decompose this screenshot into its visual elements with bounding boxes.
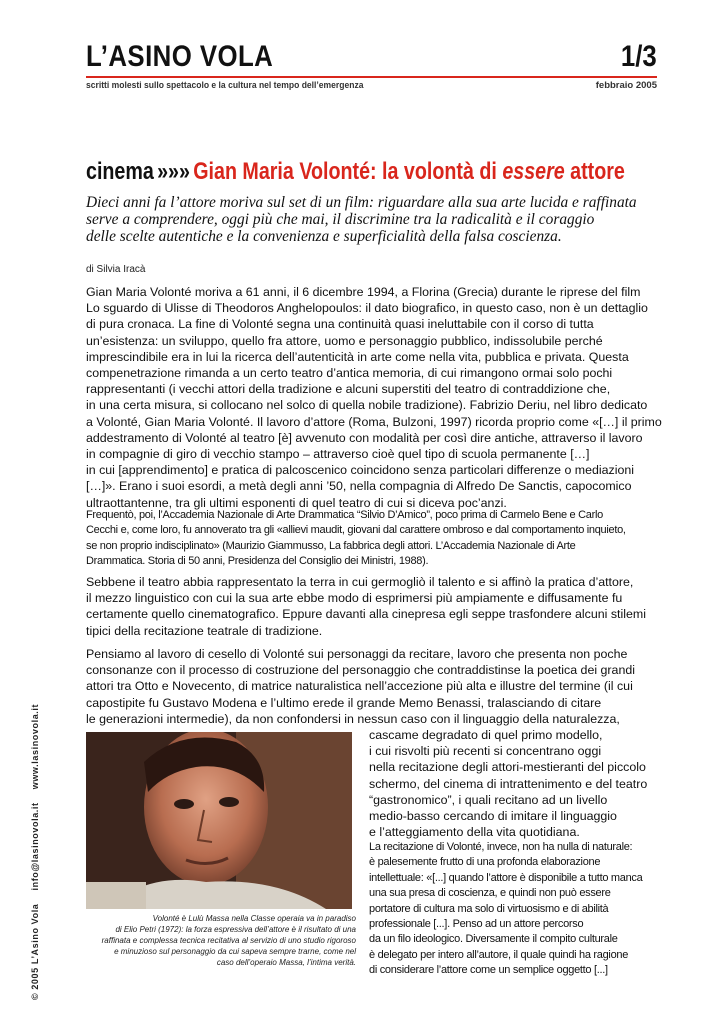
text-line: a Volonté, Gian Maria Volonté. Il lavoro d’attore (Roma, Bulzoni, 1997) ricorda proprio come «[…] il primo (86, 414, 662, 429)
text-line: Lo sguardo di Ulisse di Theodoros Anghelopoulos: il dato biografico, in questo caso, non è un dettaglio (86, 301, 648, 316)
text-line: tipici della recitazione teatrale di tradizione. (86, 623, 323, 638)
section-arrows: »»» (157, 158, 190, 185)
paragraph-3 (86, 574, 676, 639)
text-line: una sua presa di coscienza, e quindi non può essere (369, 887, 611, 900)
text-line: Sebbene il teatro abbia rappresentato la terra in cui germogliò il talento e si affinò la pratica d’attore, (86, 575, 634, 589)
paragraph-5 (369, 840, 669, 979)
text-line: addestramento di Volonté al teatro [è] avvenuto con modalità per così dire antiche, attraverso il lavoro (86, 430, 643, 445)
text-line: di considerare l’attore come un semplice oggetto [...] (369, 964, 608, 977)
title-part-a: Gian Maria Volonté: la volontà di (193, 158, 503, 185)
website-link[interactable]: www.lasinovola.it (30, 703, 40, 790)
text-line: medio-basso cercando di imitare il linguaggio (369, 809, 617, 824)
text-line: un’esistenza: un sviluppo, quello fra attore, uomo e personaggio pubblico, indissolubile perché (86, 333, 603, 348)
masthead-title: L’ASINO VOLA (86, 40, 274, 73)
text-line: certamente quello cinematografico. Eppure davanti alla cinepresa egli seppe trasfondere alcuni stilemi (86, 607, 646, 622)
text-line: in cui [apprendimento] e pratica di palcoscenico coincidono senza particolari differenze o mediazioni (86, 463, 635, 478)
photo-caption (86, 913, 356, 968)
text-line: consonanze con il processo di costruzione del personaggio che contraddistinse la poetica dei grandi (86, 663, 635, 678)
deck-line: delle scelte autentiche e la convenienza e superficialità della falsa coscienza. (86, 228, 562, 245)
deck-line: serve a comprendere, oggi più che mai, il discrimine tra la radicalità e il coraggio (86, 211, 595, 228)
caption-line: caso dell’operaio Massa, l’intima verità. (216, 958, 356, 967)
caption-line: e minuzioso sul personaggio da cui sapeva sempre trarne, come nel (114, 947, 356, 956)
text-line: il mezzo linguistico con cui la sua arte ebbe modo di esprimersi più ampiamente e diffusamente fu (86, 591, 623, 606)
paragraph-4-continued (369, 727, 669, 840)
caption-line: Volonté è Lulù Massa nella Classe operaia va in paradiso (152, 914, 356, 923)
text-line: è delegato per intero all’autore, il quale quindi ha ragione (369, 948, 629, 961)
text-line: attori tra Otto e Novecento, di matrice naturalistica nell’accezione più alta e illustre del termine (il cui (86, 679, 633, 694)
volonte-photo (86, 732, 352, 909)
text-line: è palesemente frutto di una profonda elaborazione (369, 856, 601, 869)
text-line: da un filo ideologico. Diversamente il compito culturale (369, 933, 618, 946)
paragraph-1 (86, 284, 676, 511)
text-line: imprescindibile era in lui la ricerca dell’autenticità in arte come nella vita, pubblica e privata. Questa (86, 349, 629, 364)
article-deck (86, 194, 676, 245)
caption-line: raffinata e complessa tecnica recitativa al servizio di uno studio rigoroso (101, 936, 356, 945)
text-line: le generazioni intermedie), da non confondersi in nessun caso con il linguaggio della naturalezza, (86, 711, 620, 726)
paragraph-2 (86, 508, 676, 570)
masthead-rule (86, 76, 657, 78)
text-line: intellettuale: «[...] quando l’attore è disponibile a tutto manca (369, 871, 643, 884)
text-line: compenetrazione rimanda a un certo teatro d’antica memoria, di cui rimangono ormai solo pochi (86, 366, 613, 381)
article-title (193, 158, 625, 185)
text-line: i cui risvolti più recenti si concentrano oggi (369, 744, 602, 759)
text-line: schermo, del cinema di intrattenimento e del teatro (369, 776, 648, 791)
side-credit (30, 694, 40, 1000)
text-line: […]». Erano i suoi esordi, a metà degli anni ’50, nella compagnia di Alfredo De Sanctis, capocomico (86, 479, 632, 494)
issue-date: febbraio 2005 (595, 80, 657, 91)
portrait-illustration (86, 732, 352, 909)
caption-line: di Elio Petri (1972): la forza espressiva dell’attore è il risultato di una (115, 925, 356, 934)
page-number: 1/3 (621, 40, 657, 73)
title-part-b: attore (564, 158, 625, 185)
paragraph-4 (86, 646, 676, 727)
text-line: di pura cronaca. La fine di Volonté segna una continuità quasi ineluttabile con il corso di tutta (86, 317, 594, 332)
text-line: portatore di cultura ma solo di virtuosismo e di abilità (369, 902, 609, 915)
section-label: cinema (86, 158, 154, 185)
text-line: Gian Maria Volonté moriva a 61 anni, il 6 dicembre 1994, a Florina (Grecia) durante le riprese del film (86, 285, 641, 299)
text-line: Pensiamo al lavoro di cesello di Volonté sui personaggi da recitare, lavoro che presenta non poche (86, 647, 628, 661)
copyright-text: © 2005 L’Asino Vola (30, 903, 40, 1000)
text-line: e l’atteggiamento della vita quotidiana. (369, 825, 580, 840)
text-line: La recitazione di Volonté, invece, non ha nulla di naturale: (369, 841, 633, 853)
text-line: capostipite fu Gustavo Modena e l’ultimo erede il grande Memo Benassi, tralasciando di citare (86, 695, 602, 710)
text-line: rappresentanti (i vecchi attori della tradizione e alcuni superstiti del teatro di contraddizione che, (86, 382, 611, 397)
text-line: in una certa misura, si collocano nel solco di quella nobile tradizione). Fabrizio Deriu, nel libro dedicato (86, 398, 648, 413)
text-line: in compagnie di giro di vecchio stampo – attraverso cioè quel tipo di scuola permanente […] (86, 447, 590, 462)
byline: di Silvia Iracà (86, 264, 146, 275)
text-line: professionale [...]. Penso ad un attore percorso (369, 918, 584, 931)
text-line: Cecchi e, come loro, fu annoverato tra gli «allievi maudit, giovani dal carattere ombroso e dal comportamento inquieto, (86, 524, 626, 537)
text-line: nella recitazione degli attori-mestieranti del piccolo (369, 760, 646, 775)
title-emphasis: essere (502, 158, 565, 185)
text-line: Drammatica. Storia di 50 anni, Presidenza del Consiglio dei Ministri, 1988). (86, 555, 429, 568)
article-headline (86, 158, 625, 186)
text-line: se non proprio indisciplinato» (Maurizio Giammusso, La fabbrica degli attori. L’Accademia Nazionale di Arte (86, 539, 576, 552)
text-line: Frequentò, poi, l’Accademia Nazionale di Arte Drammatica “Silvio D’Amico”, poco prima di Carmelo Bene e Carlo (86, 509, 603, 521)
deck-line: Dieci anni fa l’attore moriva sul set di un film: riguardare alla sua arte lucida e raffinata (86, 194, 637, 211)
text-line: ultraottantenne, tra gli ultimi esponenti di quel teatro di cui si diceva poc’anzi. (86, 495, 507, 510)
masthead-subtitle: scritti molesti sullo spettacolo e la cultura nel tempo dell’emergenza (86, 80, 364, 91)
text-line: cascame degradato di quel primo modello, (369, 728, 603, 742)
email-link[interactable]: info@lasinovola.it (30, 802, 40, 891)
text-line: “gastronomico”, i quali recitano ad un livello (369, 792, 608, 807)
